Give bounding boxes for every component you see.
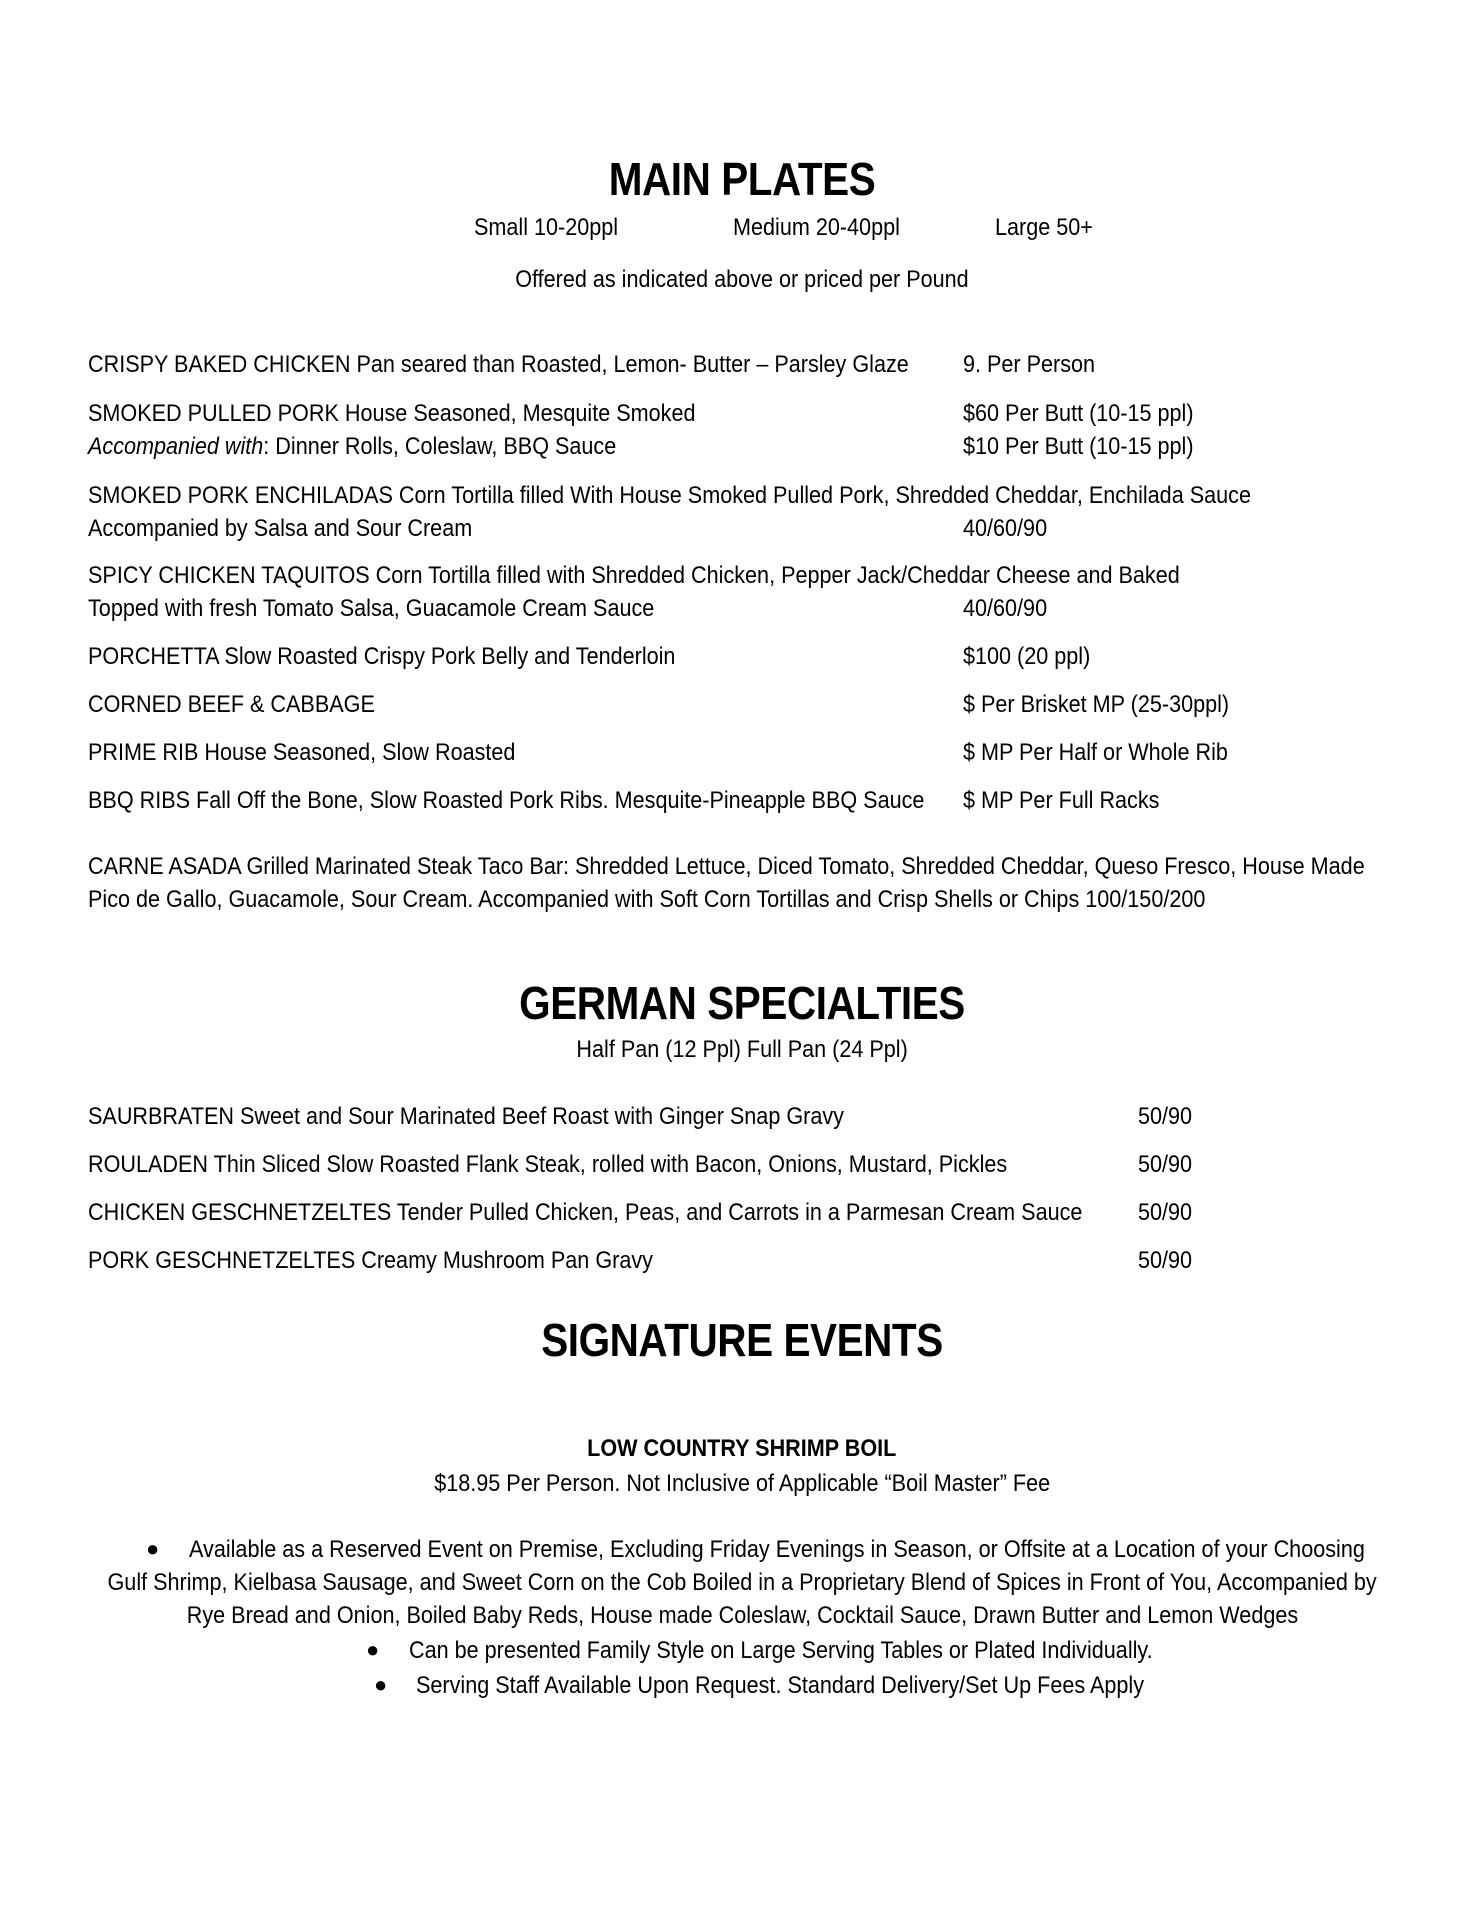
accompaniment-price: $10 Per Butt (10-15 ppl) bbox=[963, 433, 1194, 460]
event-bullet-1: Available as a Reserved Event on Premise, Excluding Friday Evenings in Season, or Offsite at a Location of your Choosing bbox=[189, 1536, 1365, 1563]
signature-events-title: SIGNATURE EVENTS bbox=[541, 1314, 943, 1366]
main-plates-title: MAIN PLATES bbox=[608, 153, 876, 205]
item-name: SPICY CHICKEN TAQUITOS bbox=[88, 562, 370, 589]
item-name: SMOKED PORK ENCHILADAS bbox=[88, 482, 393, 509]
item-desc: House Seasoned, Slow Roasted bbox=[204, 739, 516, 766]
size-small: Small 10-20ppl bbox=[474, 214, 619, 241]
item-price: 40/60/90 bbox=[963, 595, 1048, 622]
item-desc-line2: Pico de Gallo, Guacamole, Sour Cream. Accompanied with Soft Corn Tortillas and Crisp Shells or Chips 100/150/200 bbox=[88, 886, 1206, 913]
item-price: 40/60/90 bbox=[963, 515, 1048, 542]
item-porchetta bbox=[88, 643, 741, 671]
size-medium: Medium 20-40ppl bbox=[733, 214, 900, 241]
item-desc: Pan seared than Roasted, Lemon- Butter – Parsley Glaze bbox=[356, 351, 909, 378]
german-price: 50/90 bbox=[1138, 1151, 1193, 1178]
item-desc: Corn Tortilla filled with Shredded Chicken, Pepper Jack/Cheddar Cheese and Baked bbox=[375, 562, 1180, 589]
item-desc: Fall Off the Bone, Slow Roasted Pork Ribs. Mesquite-Pineapple BBQ Sauce bbox=[196, 787, 925, 814]
german-item: SAURBRATEN Sweet and Sour Marinated Beef Roast with Ginger Snap Gravy bbox=[88, 1103, 844, 1130]
item-name: CARNE ASADA bbox=[88, 853, 241, 880]
item-price: $ MP Per Half or Whole Rib bbox=[963, 739, 1228, 766]
event-description-line2: Rye Bread and Onion, Boiled Baby Reds, House made Coleslaw, Cocktail Sauce, Drawn Butter and Lemon Wedges bbox=[186, 1602, 1298, 1629]
item-name: BBQ RIBS bbox=[88, 787, 191, 814]
item-crispy-baked-chicken bbox=[88, 351, 1000, 379]
event-price: $18.95 Per Person. Not Inclusive of Applicable “Boil Master” Fee bbox=[434, 1470, 1050, 1497]
bullet-icon: ● bbox=[146, 1536, 160, 1561]
accompanied-label: Accompanied with bbox=[88, 433, 264, 460]
event-bullet-2: Can be presented Family Style on Large Serving Tables or Plated Individually. bbox=[409, 1637, 1153, 1664]
bullet-icon: ● bbox=[366, 1637, 380, 1662]
german-price: 50/90 bbox=[1138, 1247, 1193, 1274]
german-item: ROULADEN Thin Sliced Slow Roasted Flank Steak, rolled with Bacon, Onions, Mustard, Pickles bbox=[88, 1151, 1008, 1178]
item-name: PORCHETTA bbox=[88, 643, 219, 670]
item-accompaniment bbox=[88, 433, 675, 461]
accompanied-text: : Dinner Rolls, Coleslaw, BBQ Sauce bbox=[263, 433, 617, 460]
item-price: $60 Per Butt (10-15 ppl) bbox=[963, 400, 1194, 427]
item-name: SMOKED PULLED PORK bbox=[88, 400, 339, 427]
item-smoked-pork-enchiladas bbox=[88, 482, 1380, 510]
item-price: $ Per Brisket MP (25-30ppl) bbox=[963, 691, 1230, 718]
item-price: $100 (20 ppl) bbox=[963, 643, 1091, 670]
bullet-icon: ● bbox=[374, 1672, 388, 1697]
item-desc: Grilled Marinated Steak Taco Bar: Shredded Lettuce, Diced Tomato, Shredded Cheddar, Queso Fresco, House Made bbox=[246, 853, 1365, 880]
item-desc-line2: Accompanied by Salsa and Sour Cream bbox=[88, 515, 473, 542]
size-large: Large 50+ bbox=[995, 214, 1093, 241]
german-price: 50/90 bbox=[1138, 1103, 1193, 1130]
item-name: PRIME RIB bbox=[88, 739, 199, 766]
item-desc-line2: Topped with fresh Tomato Salsa, Guacamole Cream Sauce bbox=[88, 595, 655, 622]
item-corned-beef bbox=[88, 691, 407, 719]
item-price: 9. Per Person bbox=[963, 351, 1096, 378]
item-name: CRISPY BAKED CHICKEN bbox=[88, 351, 351, 378]
german-item: PORK GESCHNETZELTES Creamy Mushroom Pan Gravy bbox=[88, 1247, 653, 1274]
item-price: $ MP Per Full Racks bbox=[963, 787, 1160, 814]
item-spicy-chicken-taquitos bbox=[88, 562, 1301, 590]
event-title: LOW COUNTRY SHRIMP BOIL bbox=[587, 1435, 897, 1462]
item-desc: Slow Roasted Crispy Pork Belly and Tenderloin bbox=[224, 643, 676, 670]
item-desc: House Seasoned, Mesquite Smoked bbox=[344, 400, 696, 427]
item-desc: Corn Tortilla filled With House Smoked Pulled Pork, Shredded Cheddar, Enchilada Sauce bbox=[398, 482, 1251, 509]
event-bullet-3: Serving Staff Available Upon Request. Standard Delivery/Set Up Fees Apply bbox=[416, 1672, 1145, 1699]
german-sizes: Half Pan (12 Ppl) Full Pan (24 Ppl) bbox=[576, 1036, 908, 1063]
german-specialties-title: GERMAN SPECIALTIES bbox=[519, 977, 965, 1029]
item-name: CORNED BEEF & CABBAGE bbox=[88, 691, 375, 718]
item-carne-asada bbox=[88, 853, 1484, 881]
pricing-note: Offered as indicated above or priced per Pound bbox=[515, 266, 969, 293]
event-description-line1: Gulf Shrimp, Kielbasa Sausage, and Sweet Corn on the Cob Boiled in a Proprietary Blend of Spices in Front of You, Accompanied by bbox=[107, 1569, 1377, 1596]
item-smoked-pulled-pork bbox=[88, 400, 763, 428]
german-item: CHICKEN GESCHNETZELTES Tender Pulled Chicken, Peas, and Carrots in a Parmesan Cream Sauce bbox=[88, 1199, 1083, 1226]
item-bbq-ribs bbox=[88, 787, 1017, 815]
item-prime-rib bbox=[88, 739, 563, 767]
german-price: 50/90 bbox=[1138, 1199, 1193, 1226]
